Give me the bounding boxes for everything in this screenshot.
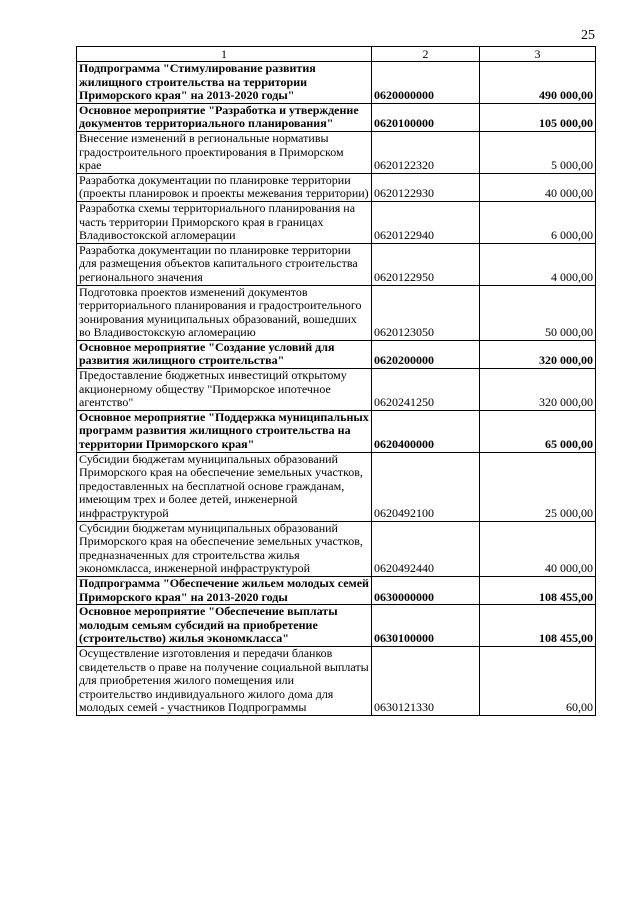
table-row	[77, 340, 596, 368]
table-row	[77, 452, 596, 521]
row-code-cell: 0620000000	[372, 62, 480, 104]
row-amount-cell: 25 000,00	[480, 452, 596, 521]
row-amount-cell: 65 000,00	[480, 410, 596, 452]
row-amount-cell: 108 455,00	[480, 605, 596, 647]
row-name-cell: Разработка документации по планировке территории для размещения объектов капитального строительства регионального значения	[77, 243, 372, 285]
table-row	[77, 576, 596, 604]
row-code-cell: 0620100000	[372, 103, 480, 131]
table-row	[77, 62, 596, 104]
table-row	[77, 131, 596, 173]
row-name-cell: Основное мероприятие "Создание условий для развития жилищного строительства"	[77, 340, 372, 368]
table-row	[77, 285, 596, 340]
row-code-cell: 0620241250	[372, 369, 480, 411]
table-row	[77, 646, 596, 715]
column-header-amount: 3	[480, 47, 596, 62]
column-header-code: 2	[372, 47, 480, 62]
row-code-cell: 0620123050	[372, 285, 480, 340]
row-code-cell: 0630100000	[372, 605, 480, 647]
row-name-cell: Подпрограмма "Стимулирование развития жилищного строительства на территории Приморского края" на 2013-2020 годы"	[77, 62, 372, 104]
row-amount-cell: 320 000,00	[480, 369, 596, 411]
table-row	[77, 103, 596, 131]
row-amount-cell: 6 000,00	[480, 201, 596, 243]
row-code-cell: 0620122950	[372, 243, 480, 285]
row-name-cell: Субсидии бюджетам муниципальных образований Приморского края на обеспечение земельных участков, предоставленных на бесплатной основе гражданам, имеющим трех и более детей, инженерной инфраструктурой	[77, 452, 372, 521]
row-code-cell: 0620492440	[372, 521, 480, 576]
row-code-cell: 0620122940	[372, 201, 480, 243]
row-code-cell: 0620492100	[372, 452, 480, 521]
row-name-cell: Основное мероприятие "Обеспечение выплаты молодым семьям субсидий на приобретение (строительство) жилья экономкласса"	[77, 605, 372, 647]
row-amount-cell: 4 000,00	[480, 243, 596, 285]
row-name-cell: Основное мероприятие "Разработка и утверждение документов территориального планирования"	[77, 103, 372, 131]
row-amount-cell: 50 000,00	[480, 285, 596, 340]
row-name-cell: Субсидии бюджетам муниципальных образований Приморского края на обеспечение земельных участков, предназначенных для строительства жилья экономкласса, инженерной инфраструктурой	[77, 521, 372, 576]
row-name-cell: Предоставление бюджетных инвестиций открытому акционерному обществу "Приморское ипотечное агентство"	[77, 369, 372, 411]
row-code-cell: 0620400000	[372, 410, 480, 452]
row-code-cell: 0630000000	[372, 576, 480, 604]
row-amount-cell: 320 000,00	[480, 340, 596, 368]
row-name-cell: Разработка документации по планировке территории (проекты планировок и проекты межевания территории)	[77, 173, 372, 201]
row-amount-cell: 60,00	[480, 646, 596, 715]
row-amount-cell: 105 000,00	[480, 103, 596, 131]
row-amount-cell: 5 000,00	[480, 131, 596, 173]
table-row	[77, 605, 596, 647]
table-row	[77, 173, 596, 201]
row-code-cell: 0620200000	[372, 340, 480, 368]
table-row	[77, 521, 596, 576]
budget-table	[76, 46, 596, 716]
row-amount-cell: 108 455,00	[480, 576, 596, 604]
column-header-name: 1	[77, 47, 372, 62]
row-name-cell: Внесение изменений в региональные нормативы градостроительного проектирования в Приморском крае	[77, 131, 372, 173]
table-row	[77, 410, 596, 452]
table-row	[77, 369, 596, 411]
table-row	[77, 201, 596, 243]
page-number: 25	[581, 28, 595, 43]
row-amount-cell: 490 000,00	[480, 62, 596, 104]
row-name-cell: Основное мероприятие "Поддержка муниципальных программ развития жилищного строительства на территории Приморского края"	[77, 410, 372, 452]
row-name-cell: Подпрограмма "Обеспечение жильем молодых семей Приморского края" на 2013-2020 годы	[77, 576, 372, 604]
table-row	[77, 243, 596, 285]
row-code-cell: 0620122930	[372, 173, 480, 201]
row-code-cell: 0620122320	[372, 131, 480, 173]
row-name-cell: Разработка схемы территориального планирования на часть территории Приморского края в границах Владивостокской агломерации	[77, 201, 372, 243]
row-amount-cell: 40 000,00	[480, 521, 596, 576]
row-amount-cell: 40 000,00	[480, 173, 596, 201]
row-name-cell: Подготовка проектов изменений документов территориального планирования и градостроительного зонирования муниципальных образований, вошедших во Владивостокскую агломерацию	[77, 285, 372, 340]
row-name-cell: Осуществление изготовления и передачи бланков свидетельств о праве на получение социальной выплаты для приобретения жилого помещения или строительство индивидуального жилого дома для молодых семей - участников Подпрограммы	[77, 646, 372, 715]
row-code-cell: 0630121330	[372, 646, 480, 715]
table-header-row	[77, 47, 596, 62]
